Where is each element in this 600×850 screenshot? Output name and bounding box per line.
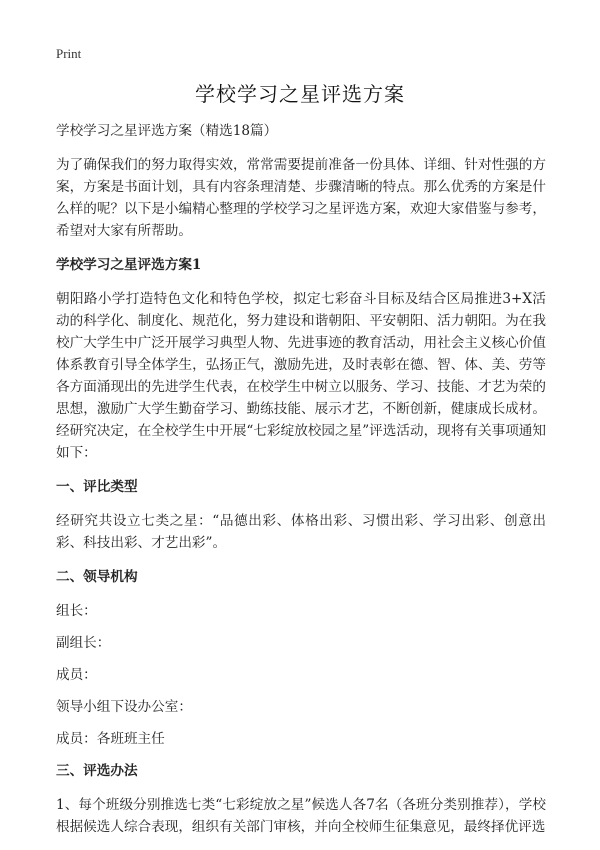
section-1-title: 学校学习之星评选方案1 <box>56 257 202 273</box>
intro-paragraph: 为了确保我们的努力取得实效，常常需要提前准备一份具体、详细、针对性强的方案，方案是书面计划，具有内容条理清楚、步骤清晰的特点。那么优秀的方案是什么样的呢？以下是小编精心整理的学校学习之星评选方案，欢迎大家借鉴与参考，希望对大家有所帮助。 <box>56 157 546 239</box>
category-paragraph: 经研究共设立七类之星：“品德出彩、体格出彩、习惯出彩、学习出彩、创意出彩、科技出彩、才艺出彩”。 <box>56 513 546 551</box>
print-link[interactable]: Print <box>56 46 82 61</box>
document-body <box>56 120 546 850</box>
office-field: 领导小组下设办公室： <box>56 699 192 715</box>
leadership-heading: 二、领导机构 <box>56 569 138 585</box>
office-members-field: 成员：各班班主任 <box>56 731 165 747</box>
section-1-paragraph: 朝阳路小学打造特色文化和特色学校，拟定七彩奋斗目标及结合区局推进3+X活动的科学化、制度化、规范化，努力建设和谐朝阳、平安朝阳、活力朝阳。为在我校广大学生中广泛开展学习典型人物、先进事迹的教育活动，用社会主义核心价值体系教育引导全体学生，弘扬正气，激励先进，及时表彰在德、智、体、美、劳等各方面涌现出的先进学生代表，在校学生中树立以服务、学习、技能、才艺为荣的思想，激励广大学生勤奋学习、勤练技能、展示才艺，不断创新，健康成长成材。经研究决定，在全校学生中开展“七彩绽放校园之星”评选活动，现将有关事项通知如下： <box>56 291 546 461</box>
members-field: 成员： <box>56 667 97 683</box>
method-item-1: 1、每个班级分别推选七类“七彩绽放之星”候选人各7名（各班分类别推荐），学校根据候选人综合表现，组织有关部门审核，并向全校师生征集意见，最终择优评选 <box>56 797 546 835</box>
method-heading: 三、评选办法 <box>56 763 138 779</box>
document-subtitle: 学校学习之星评选方案（精选18篇） <box>56 123 278 139</box>
deputy-leader-field: 副组长： <box>56 635 111 651</box>
category-heading: 一、评比类型 <box>56 479 138 495</box>
document-title: 学校学习之星评选方案 <box>195 82 405 106</box>
leader-field: 组长： <box>56 603 97 619</box>
